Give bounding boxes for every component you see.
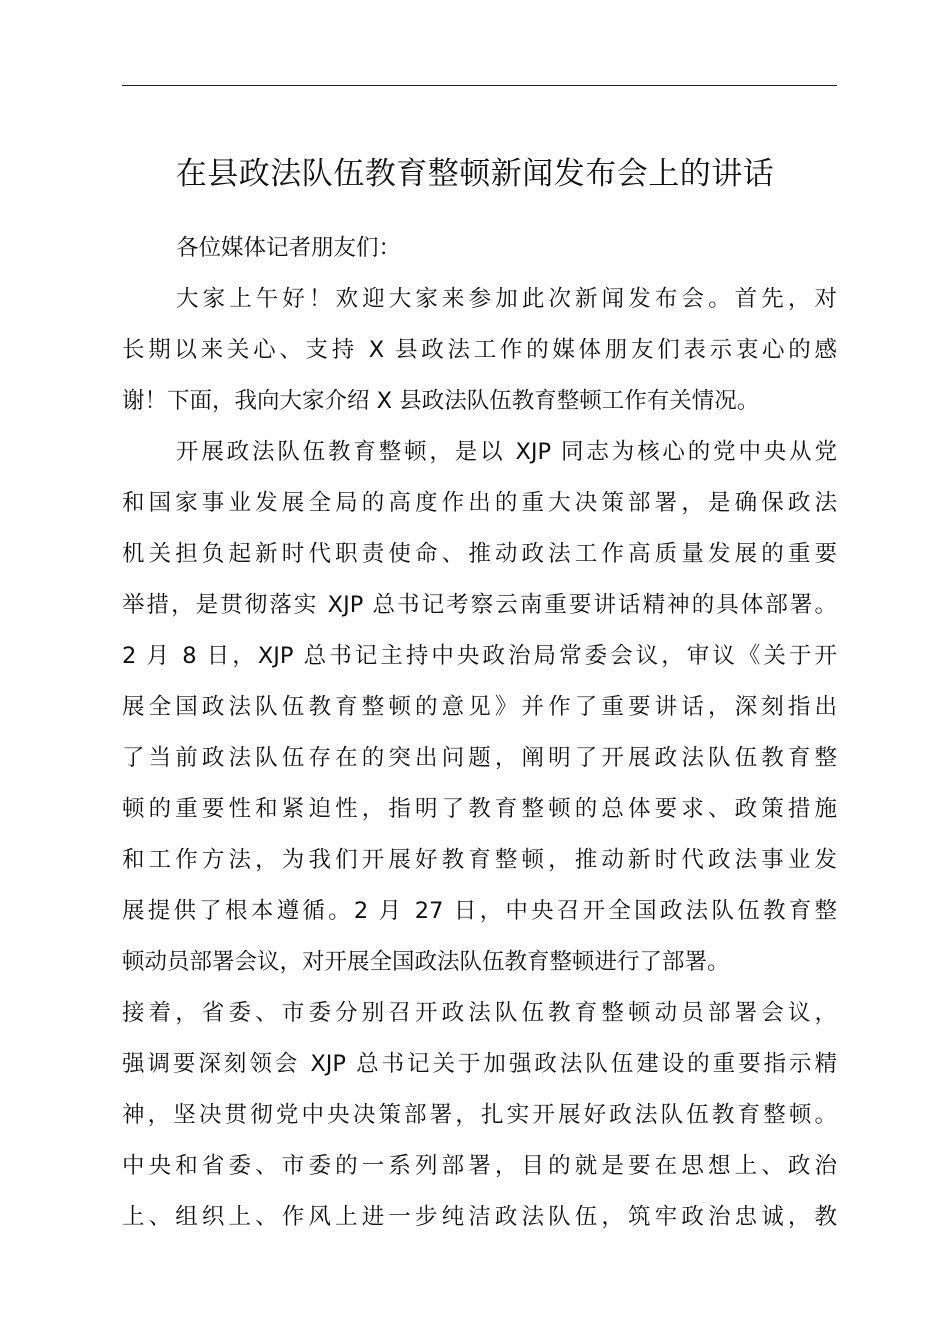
text-line: 上、组织上、作风上进一步纯洁政法队伍，筑牢政治忠诚，教 bbox=[122, 1204, 837, 1230]
header-rule bbox=[122, 85, 837, 86]
text-line: 顿动员部署会议，对开展全国政法队伍教育整顿进行了部署。 bbox=[122, 949, 730, 975]
text-line: 谢！下面，我向大家介绍 X 县政法队伍教育整顿工作有关情况。 bbox=[122, 388, 760, 414]
document-title: 在县政法队伍教育整顿新闻发布会上的讲话 bbox=[175, 156, 775, 192]
text-line: 神，坚决贯彻党中央决策部署，扎实开展好政法队伍教育整顿。 bbox=[122, 1102, 837, 1128]
text-line: 展提供了根本遵循。2 月 27 日，中央召开全国政法队伍教育整 bbox=[122, 898, 837, 924]
text-line: 大家上午好！欢迎大家来参加此次新闻发布会。首先，对 bbox=[176, 286, 837, 312]
text-line: 顿的重要性和紧迫性，指明了教育整顿的总体要求、政策措施 bbox=[122, 796, 837, 822]
text-line: 长期以来关心、支持 X 县政法工作的媒体朋友们表示衷心的感 bbox=[122, 337, 837, 363]
text-line: 举措，是贯彻落实 XJP 总书记考察云南重要讲话精神的具体部署。 bbox=[122, 592, 837, 618]
text-line: 强调要深刻领会 XJP 总书记关于加强政法队伍建设的重要指示精 bbox=[122, 1051, 837, 1077]
text-line: 2 月 8 日，XJP 总书记主持中央政治局常委会议，审议《关于开 bbox=[122, 643, 837, 669]
salutation-line: 各位媒体记者朋友们： bbox=[176, 235, 402, 261]
text-line: 开展政法队伍教育整顿，是以 XJP 同志为核心的党中央从党 bbox=[176, 439, 837, 465]
text-line: 接着，省委、市委分别召开政法队伍教育整顿动员部署会议， bbox=[122, 1000, 837, 1026]
text-line: 和工作方法，为我们开展好教育整顿，推动新时代政法事业发 bbox=[122, 847, 837, 873]
text-line: 了当前政法队伍存在的突出问题，阐明了开展政法队伍教育整 bbox=[122, 745, 837, 771]
text-line: 展全国政法队伍教育整顿的意见》并作了重要讲话，深刻指出 bbox=[122, 694, 837, 720]
text-line: 和国家事业发展全局的高度作出的重大决策部署，是确保政法 bbox=[122, 490, 837, 516]
text-line: 机关担负起新时代职责使命、推动政法工作高质量发展的重要 bbox=[122, 541, 837, 567]
text-line: 中央和省委、市委的一系列部署，目的就是要在思想上、政治 bbox=[122, 1153, 837, 1179]
